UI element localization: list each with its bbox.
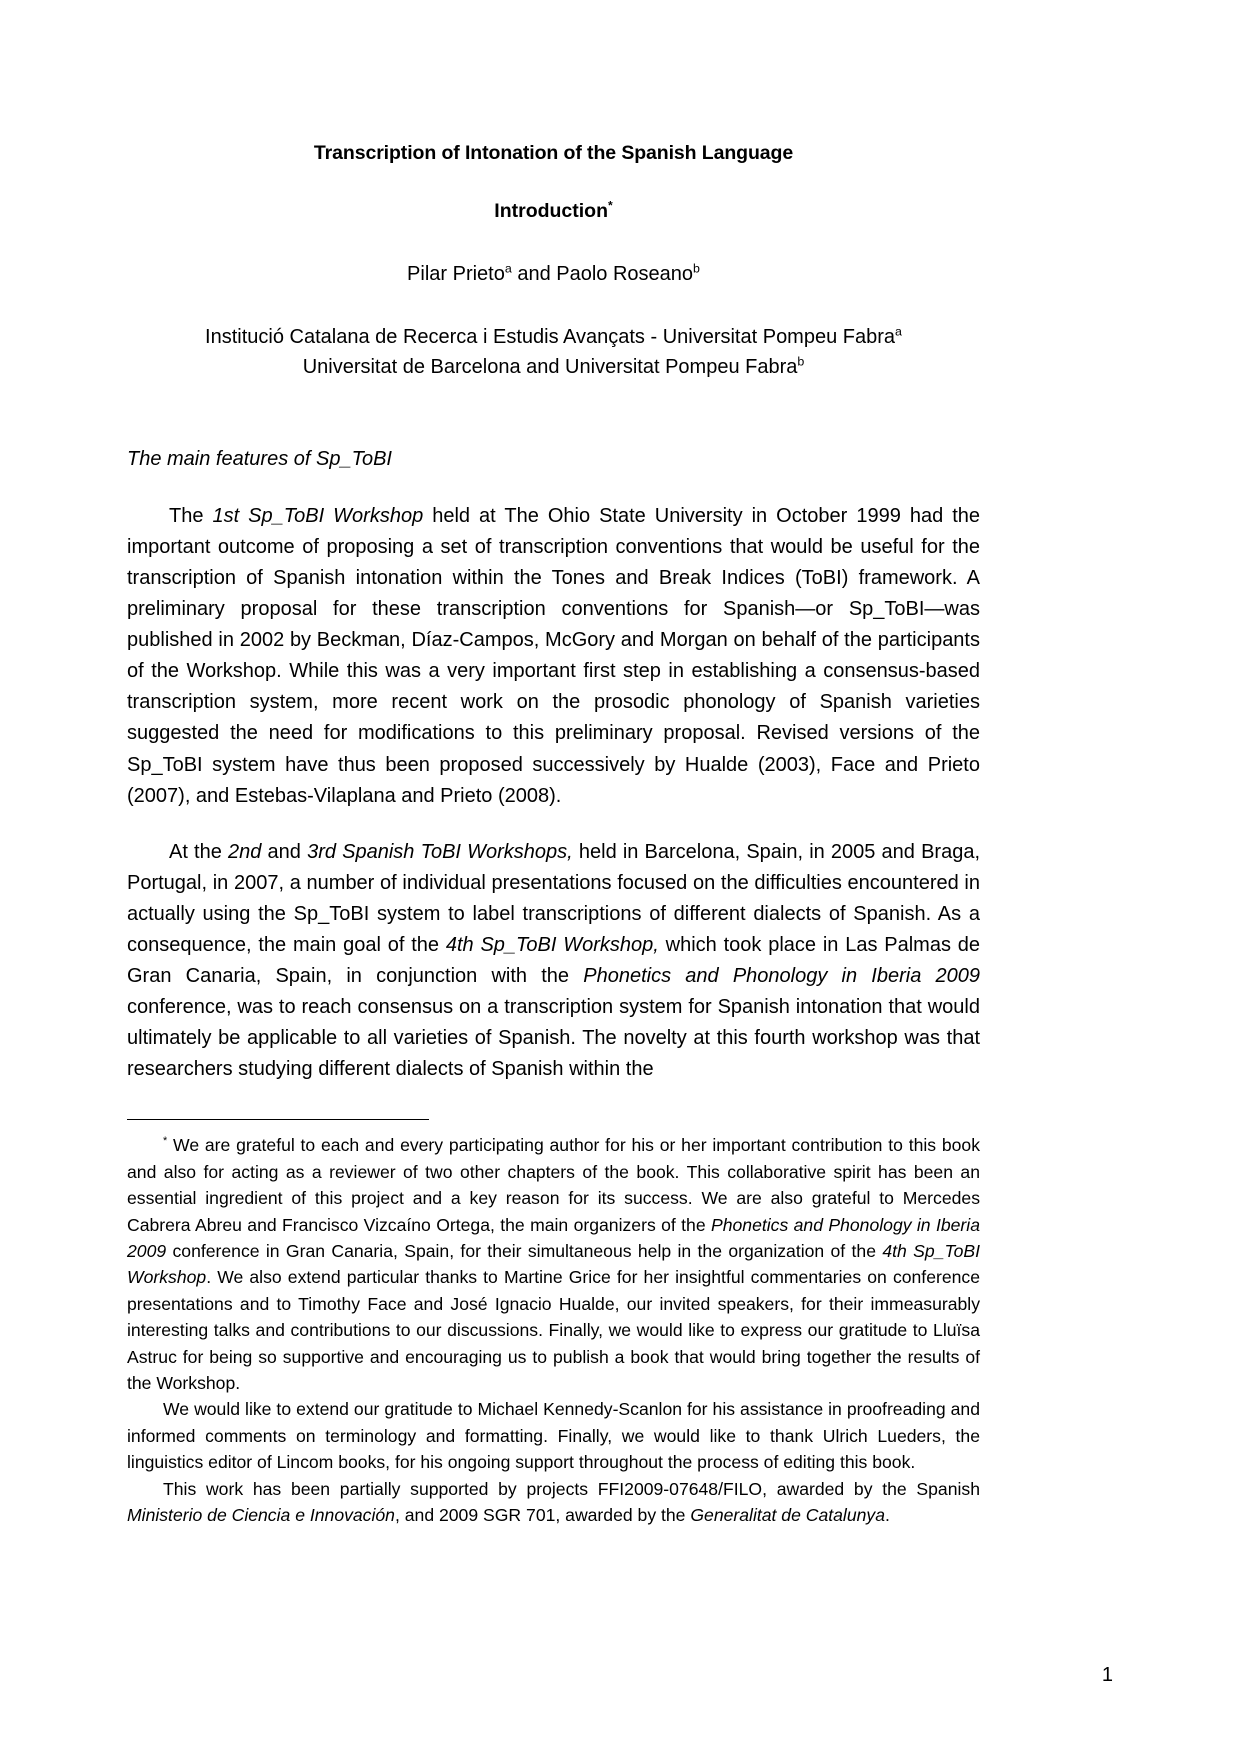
author-name-1: Pilar Prieto bbox=[407, 262, 505, 285]
plain-text: We are grateful to each and every participating author for his or her important contribution to this book and also for acting as a reviewer of two other chapters of the book. This collaborative spirit has been an essential ingredient of this project and a key reason for its success. We are also grateful to Mercedes Cabrera Abreu and Francisco Vizcaíno Ortega, the main organizers of the bbox=[127, 1135, 980, 1235]
affiliation-line-1 bbox=[127, 323, 980, 352]
document-subtitle-text: Introduction bbox=[494, 200, 609, 223]
plain-text: This work has been partially supported by projects FFI2009-07648/FILO, awarded by the Spanish bbox=[163, 1478, 980, 1499]
emphasis-text: Phonetics and Phonology in Iberia 2009 bbox=[583, 965, 981, 988]
author-line bbox=[127, 262, 980, 286]
plain-text: , and 2009 SGR 701, awarded by the bbox=[394, 1504, 691, 1525]
affiliation-marker-1: a bbox=[895, 324, 902, 339]
affiliation-block bbox=[127, 323, 980, 382]
plain-text: which took place in Las Palmas de Gran Canaria, Spain, in conjunction with the bbox=[127, 934, 980, 988]
footnote-separator-rule bbox=[127, 1119, 429, 1120]
plain-text: held in Barcelona, Spain, in 2005 and Braga, Portugal, in 2007, a number of individual presentations focused on the difficulties encountered in actually using the Sp_ToBI system to label transcriptions of different dialects of Spanish. As a consequence, the main goal of the bbox=[127, 840, 981, 956]
page-title: Transcription of Intonation of the Spanish Language bbox=[313, 142, 794, 164]
title-block bbox=[127, 142, 980, 382]
affiliation-text-2: Universitat de Barcelona and Universitat Pompeu Fabra bbox=[302, 355, 798, 378]
plain-text: We would like to extend our gratitude to Michael Kennedy-Scanlon for his assistance in proofreading and informed comments on terminology and formatting. Finally, we would like to thank Ulrich Lueders, the linguistics editor of Lincom books, for his ongoing support throughout the process of editing this book. bbox=[127, 1399, 980, 1473]
emphasis-text: Generalitat de Catalunya bbox=[690, 1504, 885, 1525]
affiliation-line-2 bbox=[127, 353, 980, 382]
emphasis-text: 4th Sp_ToBI Workshop, bbox=[445, 934, 659, 956]
footnote-reference-marker: * bbox=[608, 198, 613, 213]
plain-text: . We also extend particular thanks to Martine Grice for her insightful commentaries on conference presentations and to Timothy Face and José Ignacio Hualde, our invited speakers, for their immeasurably interesting talks and contributions to our discussions. Finally, we would like to express our gratitude to Lluïsa Astruc for being so supportive and encouraging us to publish a book that would bring together the results of the Workshop. bbox=[127, 1267, 980, 1393]
plain-text: held at The Ohio State University in October 1999 had the important outcome of proposing a set of transcription conventions that would be useful for the transcription of Spanish intonation within the Tones and Break Indices (ToBI) framework. A preliminary proposal for these transcription conventions for Spanish—or Sp_ToBI—was published in 2002 by Beckman, Díaz-Campos, McGory and Morgan on behalf of the participants of the Workshop. While this was a very important first step in establishing a consensus-based transcription system, more recent work on the prosodic phonology of Spanish varieties suggested the need for modifications to this preliminary proposal. Revised versions of the Sp_ToBI system have thus been proposed successively by Hualde (2003), Face and Prieto (2007), and Estebas-Vilaplana and Prieto (2008). bbox=[127, 504, 981, 807]
emphasis-text: Ministerio de Ciencia e Innovación bbox=[127, 1504, 395, 1525]
document-subtitle bbox=[127, 200, 980, 223]
footnote-paragraph bbox=[127, 1476, 980, 1529]
body-paragraph bbox=[127, 501, 980, 812]
page-number: 1 bbox=[1101, 1664, 1113, 1686]
emphasis-text: 4th Sp_ToBI Workshop bbox=[127, 1241, 980, 1288]
emphasis-text: 2nd bbox=[228, 840, 262, 863]
footnote-marker: * bbox=[163, 1135, 168, 1148]
emphasis-text: 3rd Spanish ToBI Workshops, bbox=[307, 840, 573, 863]
author-affiliation-marker-2: b bbox=[693, 261, 700, 276]
body-paragraph bbox=[127, 837, 980, 1086]
author-conjunction: and bbox=[511, 262, 557, 285]
emphasis-text: 1st Sp_ToBI Workshop bbox=[212, 504, 424, 527]
emphasis-text: Phonetics and Phonology in Iberia 2009 bbox=[127, 1214, 980, 1262]
affiliation-text-1: Institució Catalana de Recerca i Estudis Avançats - Universitat Pompeu Fabra bbox=[205, 325, 896, 348]
plain-text: conference in Gran Canaria, Spain, for their simultaneous help in the organization of the bbox=[166, 1241, 883, 1262]
affiliation-marker-2: b bbox=[797, 354, 805, 369]
footnote-paragraph bbox=[127, 1396, 980, 1475]
author-name-2: Paolo Roseano bbox=[556, 262, 694, 285]
footnote-area bbox=[127, 1119, 980, 1528]
plain-text: and bbox=[261, 840, 308, 863]
footnote-paragraph bbox=[127, 1132, 980, 1396]
plain-text: conference, was to reach consensus on a transcription system for Spanish intonation that would ultimately be applicable to all varieties of Spanish. The novelty at this fourth workshop was that researchers studying different dialects of Spanish within the bbox=[127, 996, 980, 1081]
plain-text: At the bbox=[169, 840, 229, 863]
section-heading: The main features of Sp_ToBI bbox=[127, 447, 392, 470]
plain-text: . bbox=[885, 1504, 890, 1525]
plain-text: The bbox=[169, 504, 213, 527]
page-content bbox=[127, 0, 980, 1528]
author-affiliation-marker-1: a bbox=[504, 261, 512, 276]
